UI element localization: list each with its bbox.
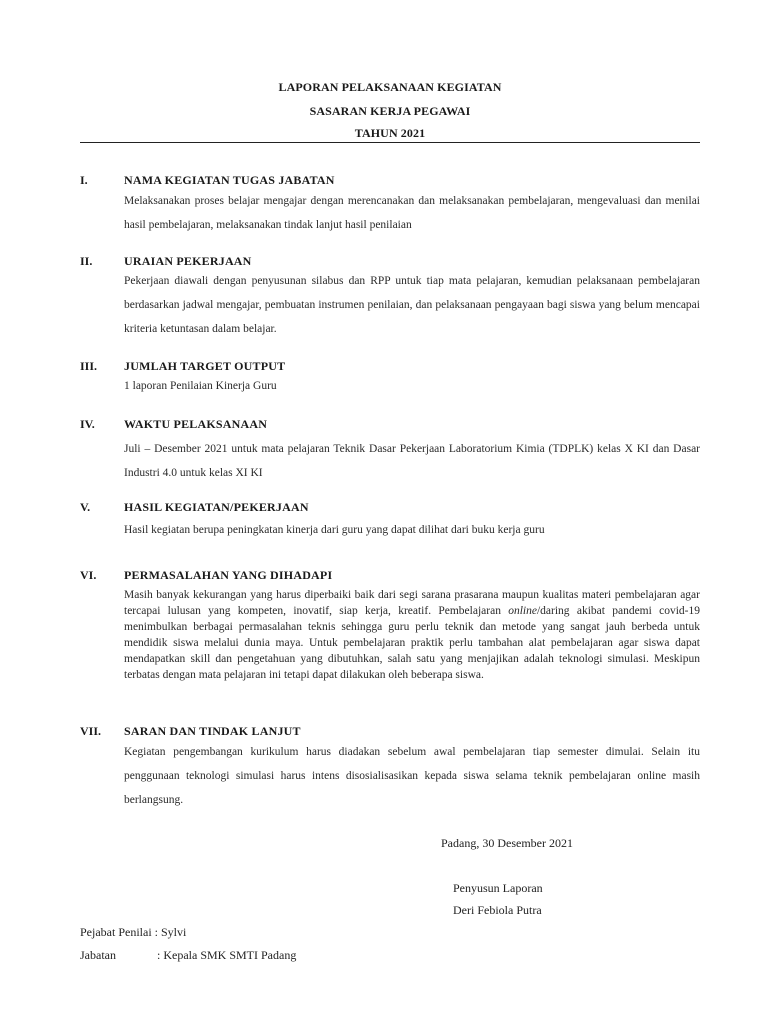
- section-5-number: V.: [80, 500, 91, 514]
- signature-place-date: Padang, 30 Desember 2021: [441, 836, 573, 850]
- section-4-heading: WAKTU PELAKSANAAN: [124, 417, 268, 431]
- section-7-heading: SARAN DAN TINDAK LANJUT: [124, 724, 301, 738]
- section-2-number: II.: [80, 254, 93, 268]
- section-6-body: [124, 587, 700, 683]
- report-subtitle: SASARAN KERJA PEGAWAI: [309, 104, 471, 118]
- section-5-heading: HASIL KEGIATAN/PEKERJAAN: [124, 500, 309, 514]
- section-4-number: IV.: [80, 417, 95, 431]
- section-6-body-part-2: /daring akibat pandemi covid-19 menimbulkan berbagai permasalahan teknis sehingga guru perlu teknik dan metode yang sangat jauh berbeda untuk mendidik siswa melalui dunia maya. Untuk pembelajaran praktik perlu tambahan alat pembelajaran agar siswa dapat mendapatkan skill dan pengetahuan yang dibutuhkan, salah satu yang menjajikan adalah teknologi simulasi. Meskipun terbatas dengan mata pelajaran ini tetapi dapat dilakukan oleh beberapa siswa.: [124, 605, 700, 681]
- section-6-body-part-1: Masih banyak kekurangan yang harus diperbaiki baik dari segi sarana prasarana maupun kualitas materi pembelajaran agar tercapai lulusan yang kompeten, inovatif, siap kerja, kreatif. Pembelajaran: [124, 589, 700, 617]
- section-4-body: Juli – Desember 2021 untuk mata pelajaran Teknik Dasar Pekerjaan Laboratorium Kimia (TDPLK) kelas X KI dan Dasar Industri 4.0 untuk kelas XI KI: [124, 443, 700, 479]
- report-year: TAHUN 2021: [354, 126, 426, 140]
- report-title: LAPORAN PELAKSANAAN KEGIATAN: [278, 80, 502, 94]
- header-divider: [80, 142, 700, 143]
- section-6-heading: PERMASALAHAN YANG DIHADAPI: [124, 568, 333, 582]
- section-1-body: Melaksanakan proses belajar mengajar dengan merencanakan dan melaksanakan pembelajaran, mengevaluasi dan menilai hasil pembelajaran, melaksanakan tindak lanjut hasil penilaian: [124, 195, 700, 231]
- section-1-heading: NAMA KEGIATAN TUGAS JABATAN: [124, 173, 335, 187]
- assessor-label: Pejabat Penilai : Sylvi: [80, 925, 187, 939]
- position-value: : Kepala SMK SMTI Padang: [157, 948, 297, 962]
- signature-name: Deri Febiola Putra: [453, 903, 542, 917]
- section-6-body-italic: online: [508, 605, 537, 617]
- section-3-number: III.: [80, 359, 98, 373]
- section-7-number: VII.: [80, 724, 102, 738]
- section-3-heading: JUMLAH TARGET OUTPUT: [124, 359, 286, 373]
- signature-role: Penyusun Laporan: [453, 881, 543, 895]
- section-7-body: Kegiatan pengembangan kurikulum harus diadakan sebelum awal pembelajaran tiap semester dimulai. Selain itu penggunaan teknologi simulasi harus intens disosialisasikan kepada siswa selama teknik pembelajaran online masih berlangsung.: [124, 746, 700, 806]
- section-1-number: I.: [80, 173, 88, 187]
- section-2-heading: URAIAN PEKERJAAN: [124, 254, 252, 268]
- section-6-number: VI.: [80, 568, 97, 582]
- section-5-body: Hasil kegiatan berupa peningkatan kinerja dari guru yang dapat dilihat dari buku kerja guru: [124, 524, 545, 536]
- section-3-body: 1 laporan Penilaian Kinerja Guru: [124, 380, 277, 392]
- section-2-body: Pekerjaan diawali dengan penyusunan silabus dan RPP untuk tiap mata pelajaran, kemudian pelaksanaan pembelajaran berdasarkan jadwal mengajar, pembuatan instrumen penilaian, dan pelaksanaan pengayaan bagi siswa yang belum mencapai kriteria ketuntasan dalam belajar.: [124, 275, 700, 335]
- position-label: Jabatan: [80, 948, 116, 962]
